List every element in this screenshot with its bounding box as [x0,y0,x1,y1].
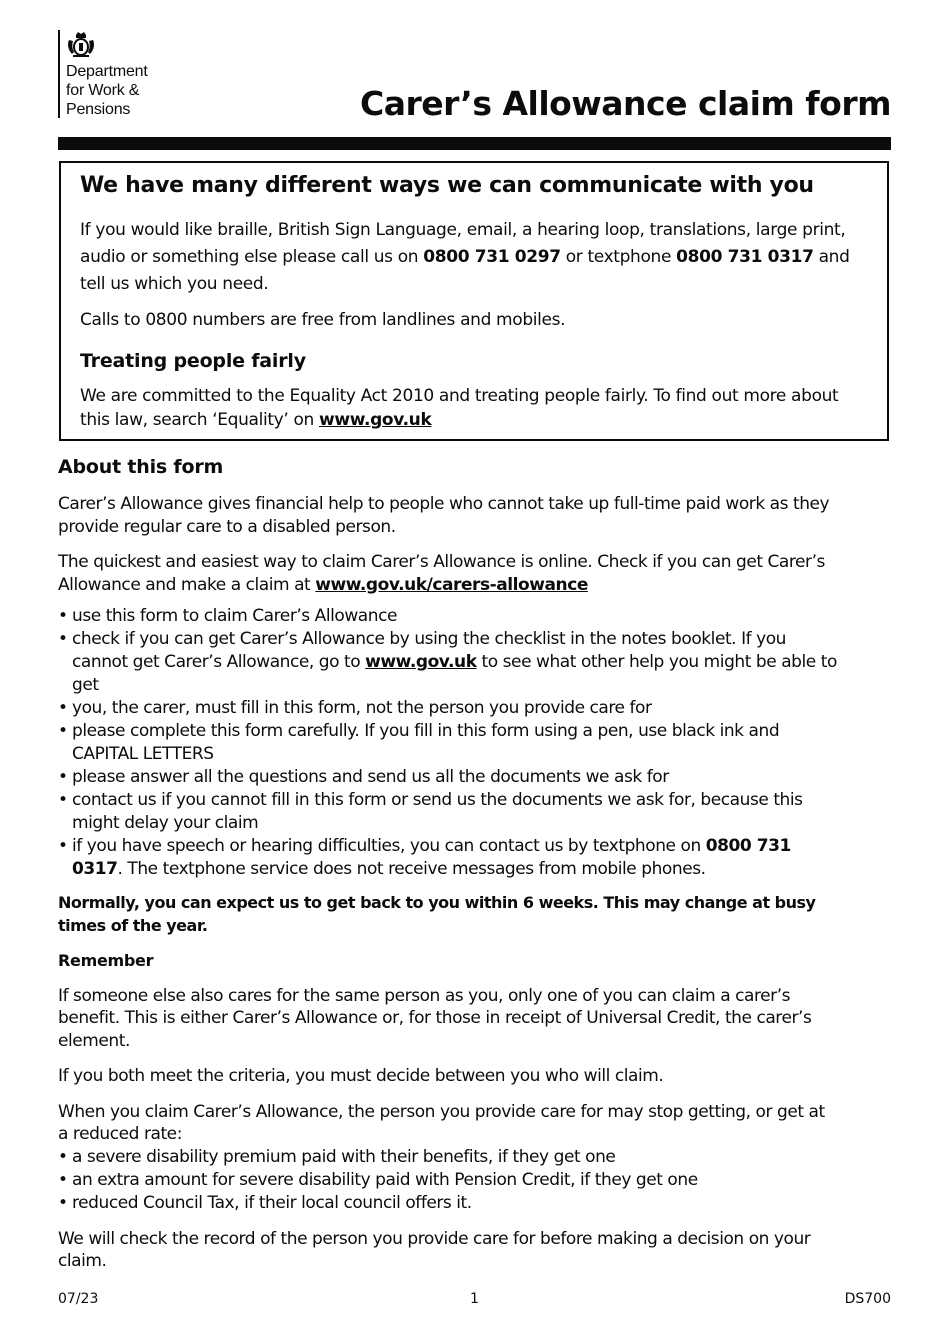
remember-paragraph-1: If someone else also cares for the same person as you, only one of you can claim a carer’s benefit. This is either Carer’s Allowance or, for those in receipt of Universal Credit, the carer’s element. [58,985,812,1051]
phone-number: 0800 731 0297 [423,247,561,267]
fairness-text: We are committed to the Equality Act 2010 and treating people fairly. To find out more about this law, search ‘Equality’ on www.gov.uk [80,386,839,430]
instructions-list [58,605,838,881]
calls-free-note: Calls to 0800 numbers are free from landlines and mobiles. [80,310,566,330]
royal-crest-icon [66,30,96,58]
list-item: • a severe disability premium paid with their benefits, if they get one [58,1146,838,1169]
gov-uk-link[interactable]: www.gov.uk [319,410,432,430]
list-item: • use this form to claim Carer’s Allowance [58,605,838,628]
communication-heading: We have many different ways we can communicate with you [80,173,814,198]
list-item: • please complete this form carefully. If you fill in this form using a pen, use black ink and CAPITAL LETTERS [58,720,838,766]
remember-paragraph-3: When you claim Carer’s Allowance, the person you provide care for may stop getting, or get at a reduced rate: [58,1101,825,1144]
dwp-logo [58,30,148,118]
about-section [58,453,838,1286]
response-time-note: Normally, you can expect us to get back to you within 6 weeks. This may change at busy times of the year. [58,893,816,935]
textphone-number-2: 0800 731 0317 [72,836,791,879]
reduced-benefits-list [58,1146,838,1215]
remember-paragraph-2: If you both meet the criteria, you must decide between you who will claim. [58,1066,664,1086]
about-heading: About this form [58,456,224,478]
list-item: • an extra amount for severe disability paid with Pension Credit, if they get one [58,1169,838,1192]
communication-box [59,161,889,441]
list-item: • check if you can get Carer’s Allowance by using the checklist in the notes booklet. If you cannot get Carer’s Allowance, go to www.gov.uk to see what other help you might be able to get [58,628,838,697]
header-rule [58,137,891,150]
page-footer [58,1288,891,1310]
list-item: • you, the carer, must fill in this form, not the person you provide care for [58,697,838,720]
about-paragraph-2: The quickest and easiest way to claim Carer’s Allowance is online. Check if you can get Carer’s Allowance and make a claim at www.gov.uk/carers-allowance [58,552,825,595]
list-item: • please answer all the questions and send us all the documents we ask for [58,766,838,789]
department-name [66,62,148,119]
gov-uk-link-2[interactable]: www.gov.uk [365,652,477,672]
about-paragraph-1: Carer’s Allowance gives financial help to people who cannot take up full-time paid work as they provide regular care to a disabled person. [58,494,830,537]
remember-heading: Remember [58,951,154,970]
list-item: • if you have speech or hearing difficulties, you can contact us by textphone on 0800 731 0317. The textphone service does not receive messages from mobile phones. [58,835,838,881]
page-title: Carer’s Allowance claim form [360,84,891,123]
department-line-2: for Work & [66,82,140,99]
list-item: • reduced Council Tax, if their local council offers it. [58,1192,838,1215]
page-number: 1 [470,1291,479,1307]
carers-allowance-link[interactable]: www.gov.uk/carers-allowance [315,574,588,595]
footer-date: 07/23 [58,1291,99,1307]
final-paragraph: We will check the record of the person you provide care for before making a decision on your claim. [58,1228,811,1271]
list-item: • contact us if you cannot fill in this form or send us the documents we ask for, because this might delay your claim [58,789,838,835]
textphone-number: 0800 731 0317 [676,247,814,267]
department-line-3: Pensions [66,101,131,118]
fairness-heading: Treating people fairly [80,350,306,372]
form-code: DS700 [844,1291,891,1307]
department-line-1: Department [66,63,148,80]
communication-intro: If you would like braille, British Sign Language, email, a hearing loop, translations, large print, audio or something else please call us on 0800 731 0297 or textphone 0800 731 0317 and tell us which you need. [80,220,850,294]
